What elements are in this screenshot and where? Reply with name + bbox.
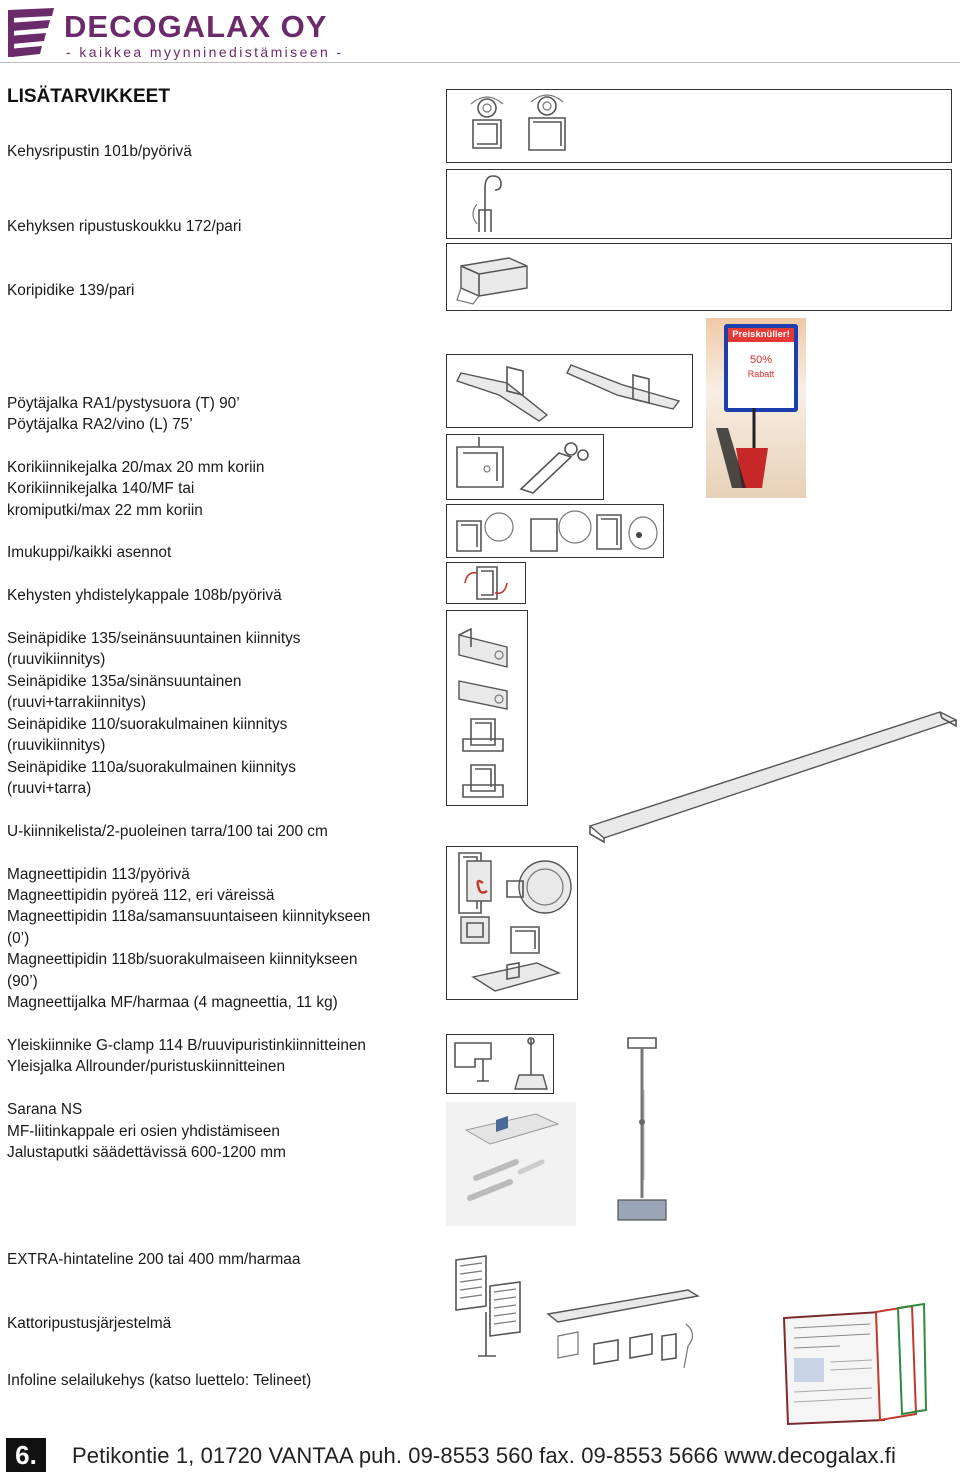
item-label: Magneettipidin 113/pyörivä (7, 866, 190, 883)
frame-hanger-icon (447, 90, 577, 160)
price-rail-icon (446, 1252, 528, 1364)
item-label: (ruuvi+tarrakiinnitys) (7, 694, 146, 711)
item-label: (ruuvikiinnitys) (7, 651, 106, 668)
item-label: Kehyksen ripustuskoukku 172/pari (7, 218, 242, 235)
basket-holder-icon (447, 244, 537, 308)
suction-cup-icon (447, 505, 663, 557)
item-label: U-kiinnikelista/2-puoleinen tarra/100 tai 200 cm (7, 823, 328, 840)
stand-pole-icon (600, 1030, 684, 1226)
promo-clamp-icon (706, 408, 806, 498)
footer-contact: Petikontie 1, 01720 VANTAA puh. 09-8553 560 fax. 09-8553 5666 www.decogalax.fi (72, 1443, 896, 1468)
suction-cup-box (446, 504, 664, 558)
item-label: Infoline selailukehys (katso luettelo: Telineet) (7, 1372, 312, 1389)
item-label: Magneettipidin 118a/samansuuntaiseen kiinnitykseen (7, 908, 371, 925)
item-label: Magneettipidin 118b/suorakulmaiseen kiinnitykseen (7, 951, 358, 968)
item-label: EXTRA-hintateline 200 tai 400 mm/harmaa (7, 1251, 301, 1268)
magnet-holder-box (446, 846, 578, 1000)
item-label: Pöytäjalka RA1/pystysuora (T) 90’ (7, 395, 240, 412)
item-label: Sarana NS (7, 1101, 83, 1118)
item-label: Seinäpidike 135a/sinänsuuntainen (7, 673, 242, 690)
item-label: Korikiinnikejalka 140/MF tai (7, 480, 195, 497)
hook-box (446, 169, 952, 239)
promo-photo (706, 318, 806, 498)
item-label: Magneettipidin pyöreä 112, eri väreissä (7, 887, 275, 904)
item-label: Magneettijalka MF/harmaa (4 magneettia, 11 kg) (7, 994, 338, 1011)
item-label: (ruuvi+tarra) (7, 780, 92, 797)
wall-bracket-icon (447, 611, 527, 805)
basket-holder-box (446, 243, 952, 311)
item-label: Seinäpidike 110/suorakulmainen kiinnitys (7, 716, 288, 733)
magnet-holder-icon (447, 847, 577, 999)
page-title: LISÄTARVIKKEET (7, 86, 170, 107)
item-label: Seinäpidike 110a/suorakulmainen kiinnitys (7, 759, 296, 776)
wall-bracket-box (446, 610, 528, 806)
brand-name: DECOGALAX OY (64, 9, 328, 44)
item-label: Imukuppi/kaikki asennot (7, 544, 172, 561)
hinge-box (446, 1102, 576, 1226)
item-label: Yleisjalka Allrounder/puristuskiinnitteinen (7, 1058, 286, 1075)
header-rule (0, 62, 960, 63)
g-clamp-icon (447, 1035, 553, 1093)
connector-box (446, 562, 526, 604)
promo-sign-percent: 50% (749, 354, 773, 366)
infoline-frame-icon (780, 1302, 928, 1430)
item-label: Korikiinnikejalka 20/max 20 mm koriin (7, 459, 265, 476)
item-label: Yleiskiinnike G-clamp 114 B/ruuvipuristinkiinnitteinen (7, 1037, 366, 1054)
table-foot-box (446, 354, 693, 428)
hinge-icon (446, 1102, 576, 1226)
item-label: MF-liitinkappale eri osien yhdistämiseen (7, 1123, 280, 1140)
frame-hanger-box (446, 89, 952, 163)
g-clamp-box (446, 1034, 554, 1094)
item-label: Kehysripustin 101b/pyörivä (7, 143, 192, 160)
item-label: Pöytäjalka RA2/vino (L) 75’ (7, 416, 193, 433)
item-label: (0’) (7, 930, 30, 947)
table-foot-icon (447, 355, 692, 427)
item-label: Kehysten yhdistelykappale 108b/pyörivä (7, 587, 282, 604)
basket-clamp-icon (447, 435, 603, 499)
promo-sign-rabatt: Rabatt (747, 369, 775, 379)
item-label: Seinäpidike 135/seinänsuuntainen kiinnitys (7, 630, 301, 647)
item-label: (90’) (7, 973, 38, 990)
promo-sign-title: Preisknüller! (728, 328, 794, 342)
page-number: 6. (6, 1438, 46, 1472)
hook-icon (447, 170, 527, 236)
item-label: Jalustaputki säädettävissä 600-1200 mm (7, 1144, 286, 1161)
item-label: Kattoripustusjärjestelmä (7, 1315, 172, 1332)
item-label: kromiputki/max 22 mm koriin (7, 502, 203, 519)
infoline-frame-box (780, 1302, 928, 1430)
brand-tagline: - kaikkea myynninedistämiseen - (66, 44, 344, 60)
logo-rays-icon (6, 6, 56, 58)
ceiling-hanger-icon (538, 1284, 706, 1376)
item-label: Koripidike 139/pari (7, 282, 135, 299)
promo-sign (724, 324, 798, 412)
connector-icon (447, 563, 525, 603)
item-label: (ruuvikiinnitys) (7, 737, 106, 754)
u-rail-icon (584, 706, 960, 844)
basket-clamp-box (446, 434, 604, 500)
